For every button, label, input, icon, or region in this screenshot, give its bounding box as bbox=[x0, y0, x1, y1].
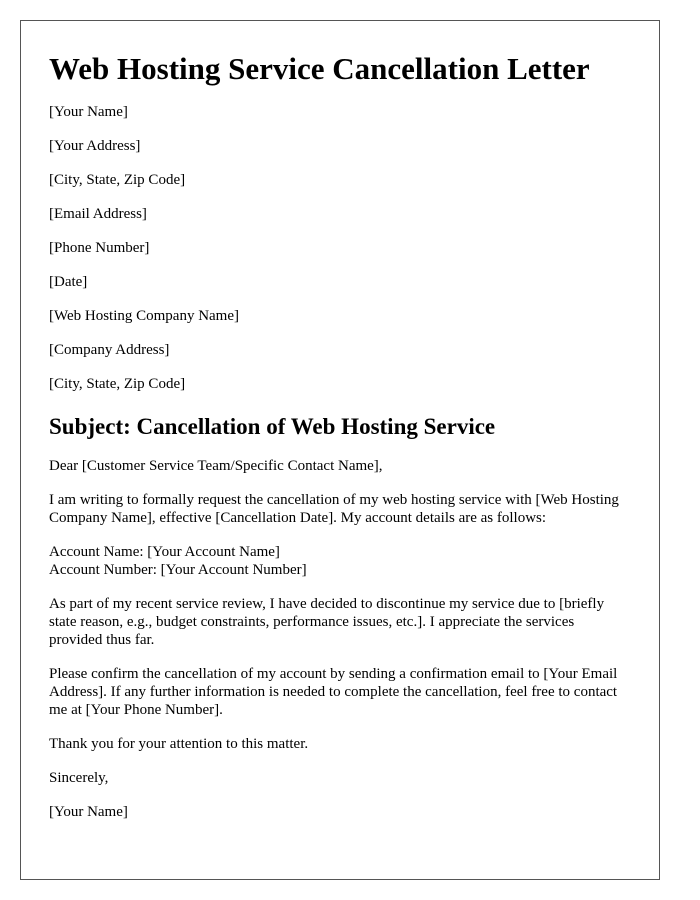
letter-page bbox=[20, 20, 660, 880]
thanks-line: Thank you for your attention to this matter. bbox=[49, 736, 309, 752]
account-number: Account Number: [Your Account Number] bbox=[49, 562, 307, 578]
sender-city-state-zip: [City, State, Zip Code] bbox=[49, 172, 186, 188]
body-confirm: Please confirm the cancellation of my account by sending a confirmation email to [Your Email Address]. If any further information is needed to complete the cancellation, feel free to contact me at [Your Phone Number]. bbox=[49, 666, 618, 718]
sender-email: [Email Address] bbox=[49, 206, 147, 222]
account-details bbox=[49, 543, 631, 579]
salutation: Dear [Customer Service Team/Specific Contact Name], bbox=[49, 458, 383, 474]
body-reason: As part of my recent service review, I have decided to discontinue my service due to [briefly state reason, e.g., budget constraints, performance issues, etc.]. I appreciate the services provided thus far. bbox=[49, 596, 605, 648]
recipient-company-address: [Company Address] bbox=[49, 342, 170, 358]
closing: Sincerely, bbox=[49, 770, 109, 786]
recipient-company-name: [Web Hosting Company Name] bbox=[49, 308, 240, 324]
sender-address: [Your Address] bbox=[49, 138, 141, 154]
sender-block bbox=[49, 103, 631, 291]
signature: [Your Name] bbox=[49, 804, 128, 820]
letter-subject: Subject: Cancellation of Web Hosting Service bbox=[49, 414, 496, 439]
sender-name: [Your Name] bbox=[49, 104, 128, 120]
body-intro: I am writing to formally request the cancellation of my web hosting service with [Web Hosting Company Name], effective [Cancellation Date]. My account details are as follows: bbox=[49, 492, 619, 526]
letter-date: [Date] bbox=[49, 274, 88, 290]
account-name: Account Name: [Your Account Name] bbox=[49, 544, 280, 560]
recipient-block bbox=[49, 307, 631, 393]
letter-title: Web Hosting Service Cancellation Letter bbox=[49, 51, 590, 86]
recipient-city-state-zip: [City, State, Zip Code] bbox=[49, 376, 186, 392]
sender-phone: [Phone Number] bbox=[49, 240, 150, 256]
